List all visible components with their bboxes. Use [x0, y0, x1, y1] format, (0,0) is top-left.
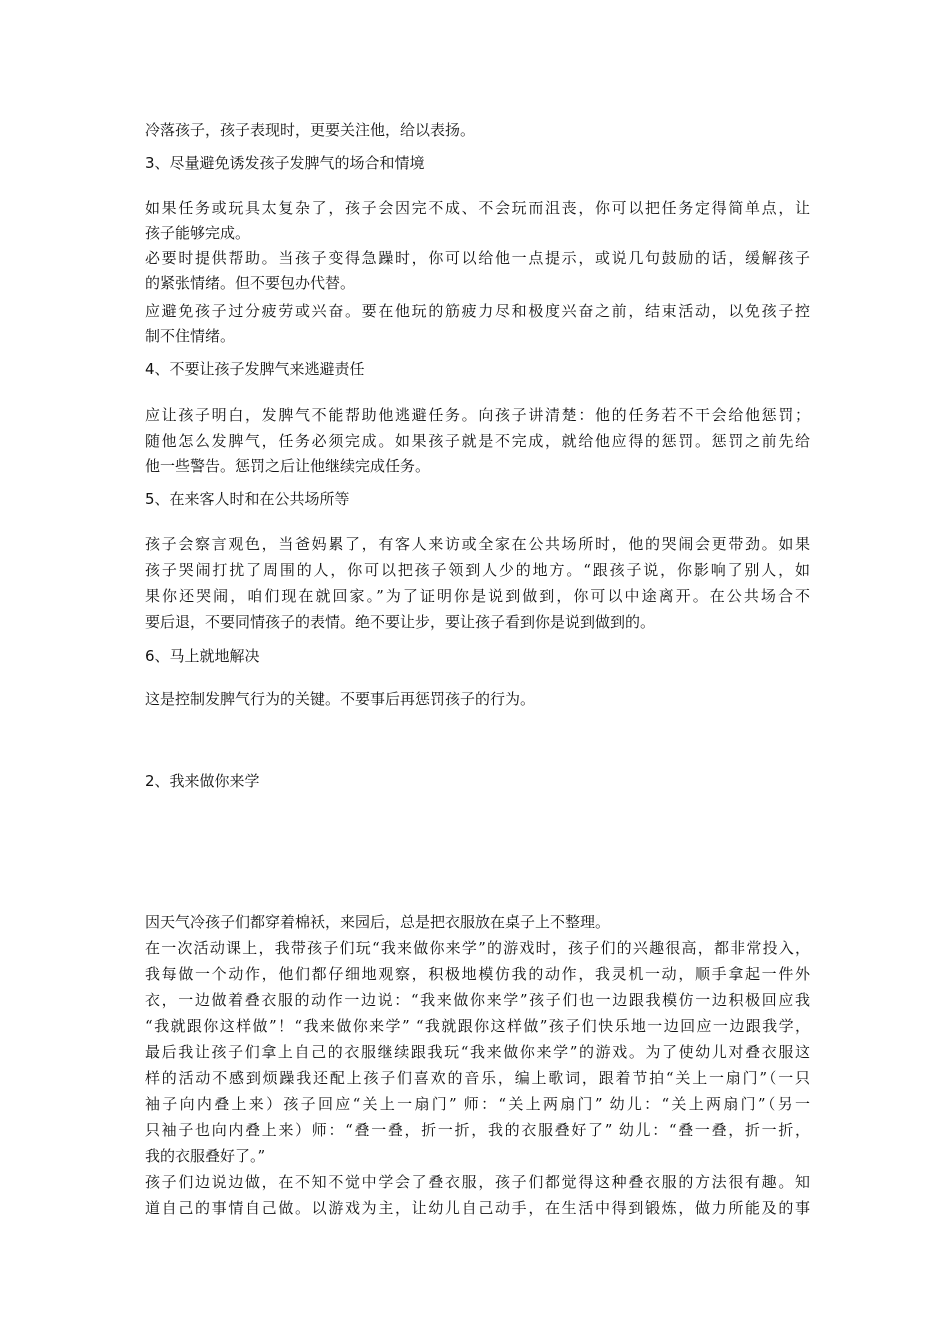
text-line: 必要时提供帮助。当孩子变得急躁时，你可以给他一点提示，或说几句鼓励的话，缓解孩子 — [145, 249, 810, 267]
text-line: 应让孩子明白，发脾气不能帮助他逃避任务。向孩子讲清楚：他的任务若不干会给他惩罚； — [145, 406, 810, 424]
text-line: 如果任务或玩具太复杂了，孩子会因完不成、不会玩而沮丧，你可以把任务定得简单点，让 — [145, 199, 810, 217]
text-line: 这是控制发脾气行为的关键。不要事后再惩罚孩子的行为。 — [145, 690, 536, 708]
text-line: 我的衣服叠好了。” — [145, 1147, 266, 1165]
text-line: “我就跟你这样做”！“我来做你来学” “我就跟你这样做”孩子们快乐地一边回应一边跟我学， — [145, 1017, 810, 1035]
text-line: 只袖子也向内叠上来）师：“叠一叠，折一折，我的衣服叠好了” 幼儿：“叠一叠，折一折， — [145, 1121, 810, 1139]
text-line: 冷落孩子，孩子表现时，更要关注他，给以表扬。 — [145, 121, 476, 139]
section-heading-2: 2、我来做你来学 — [145, 772, 260, 790]
text-line: 应避免孩子过分疲劳或兴奋。要在他玩的筋疲力尽和极度兴奋之前，结束活动，以免孩子控 — [145, 302, 810, 320]
text-line: 随他怎么发脾气，任务必须完成。如果孩子就是不完成，就给他应得的惩罚。惩罚之前先给 — [145, 432, 810, 450]
text-line: 他一些警告。惩罚之后让他继续完成任务。 — [145, 457, 431, 475]
text-line: 要后退，不要同情孩子的表情。绝不要让步，要让孩子看到你是说到做到的。 — [145, 613, 656, 631]
text-line: 的紧张情绪。但不要包办代替。 — [145, 274, 356, 292]
section-heading-3: 3、尽量避免诱发孩子发脾气的场合和情境 — [145, 154, 425, 172]
text-line: 样的活动不感到烦躁我还配上孩子们喜欢的音乐，编上歌词，跟着节拍“关上一扇门”（一只 — [145, 1069, 810, 1087]
text-line: 孩子会察言观色，当爸妈累了，有客人来访或全家在公共场所时，他的哭闹会更带劲。如果 — [145, 535, 810, 553]
section-heading-5: 5、在来客人时和在公共场所等 — [145, 490, 350, 508]
text-line: 衣，一边做着叠衣服的动作一边说：“我来做你来学”孩子们也一边跟我模仿一边积极回应我 — [145, 991, 810, 1009]
section-heading-6: 6、马上就地解决 — [145, 647, 260, 665]
text-line: 道自己的事情自己做。以游戏为主，让幼儿自己动手，在生活中得到锻炼，做力所能及的事 — [145, 1199, 810, 1217]
text-line: 果你还哭闹，咱们现在就回家。”为了证明你是说到做到，你可以中途离开。在公共场合不 — [145, 587, 810, 605]
text-line: 孩子哭闹打扰了周围的人，你可以把孩子领到人少的地方。“跟孩子说，你影响了别人，如 — [145, 561, 810, 579]
text-line: 制不住情绪。 — [145, 327, 236, 345]
text-line: 因天气冷孩子们都穿着棉袄，来园后，总是把衣服放在桌子上不整理。 — [145, 913, 611, 931]
section-heading-4: 4、不要让孩子发脾气来逃避责任 — [145, 360, 365, 378]
text-line: 袖子向内叠上来）孩子回应“关上一扇门” 师：“关上两扇门” 幼儿：“关上两扇门”（另一 — [145, 1095, 810, 1113]
text-line: 在一次活动课上，我带孩子们玩“我来做你来学”的游戏时，孩子们的兴趣很高，都非常投入， — [145, 939, 810, 957]
text-line: 孩子们边说边做，在不知不觉中学会了叠衣服，孩子们都觉得这种叠衣服的方法很有趣。知 — [145, 1173, 810, 1191]
text-line: 我每做一个动作，他们都仔细地观察，积极地模仿我的动作，我灵机一动，顺手拿起一件外 — [145, 965, 810, 983]
text-line: 最后我让孩子们拿上自己的衣服继续跟我玩“我来做你来学”的游戏。为了使幼儿对叠衣服这 — [145, 1043, 810, 1061]
text-line: 孩子能够完成。 — [145, 224, 251, 242]
